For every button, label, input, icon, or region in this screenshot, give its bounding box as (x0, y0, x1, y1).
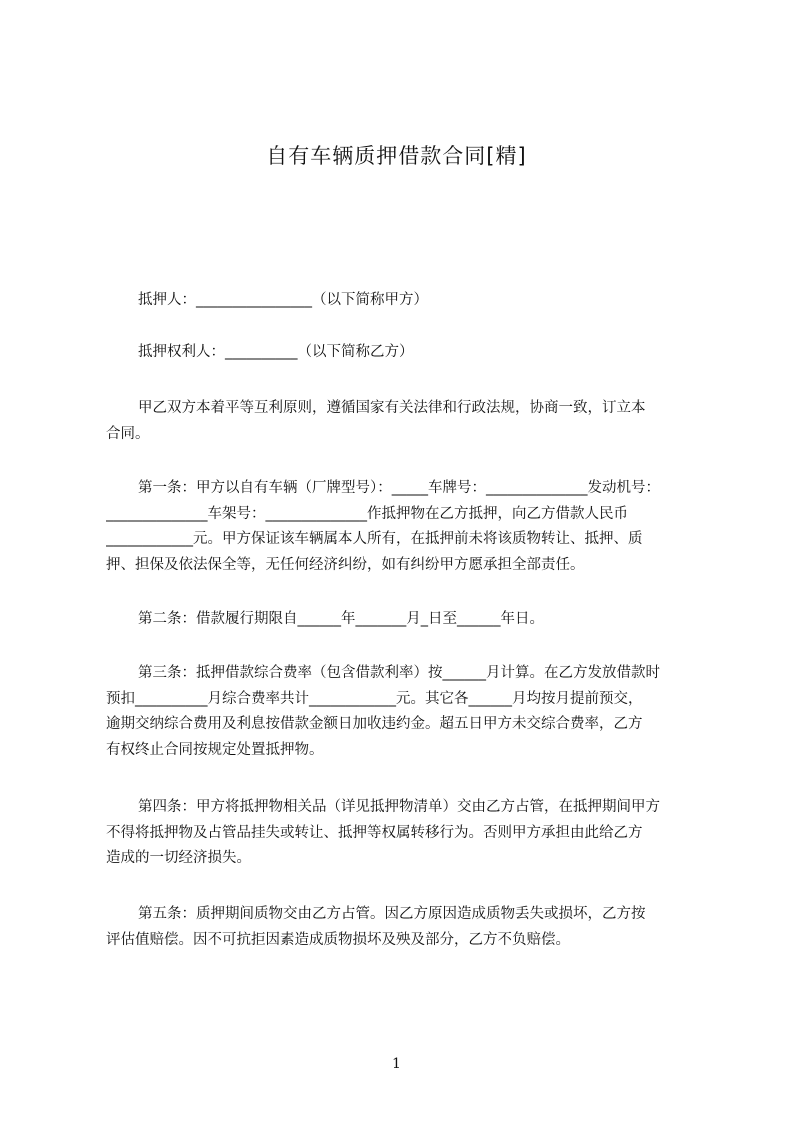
paragraph-line: 评估值赔偿。因不可抗拒因素造成质物损坏及殃及部分，乙方不负赔偿。 (106, 931, 570, 948)
paragraph-line: 合同。 (106, 425, 150, 442)
paragraph-line: 第三条：抵押借款综合费率（包含借款利率）按______月计算。在乙方发放借款时 (138, 665, 660, 681)
article-5 (106, 902, 700, 953)
paragraph-mortgagee (106, 340, 700, 366)
paragraph-line: 预扣__________月综合费率共计____________元。其它各______月均按月提前预交， (106, 690, 643, 707)
paragraph-mortgagor (106, 288, 700, 314)
paragraph-preamble (106, 396, 700, 447)
paragraph-line: 有权终止合同按规定处置抵押物。 (106, 741, 324, 758)
paragraph-line: 抵押权利人：__________（以下简称乙方） (138, 344, 414, 360)
paragraph-line: 第二条：借款履行期限自______年_______月_日至______年日。 (138, 611, 544, 627)
article-1 (106, 476, 700, 578)
paragraph-line: ____________元。甲方保证该车辆属本人所有，在抵押前未将该质物转让、抵押、质 (106, 531, 643, 547)
paragraph-line: 第四条：甲方将抵押物相关品（详见抵押物清单）交由乙方占管，在抵押期间甲方 (138, 799, 660, 815)
paragraph-line: 第一条：甲方以自有车辆（厂牌型号）：_____车牌号：______________发动机号： (138, 480, 660, 496)
article-2 (106, 607, 700, 633)
paragraph-line: 逾期交纳综合费用及利息按借款金额日加收违约金。超五日甲方未交综合费率，乙方 (106, 716, 643, 732)
paragraph-line: ______________车架号：______________作抵押物在乙方抵押，向乙方借款人民币 (106, 505, 628, 522)
paragraph-line: 第五条：质押期间质物交由乙方占管。因乙方原因造成质物丢失或损坏，乙方按 (138, 906, 646, 922)
paragraph-line: 造成的一切经济损失。 (106, 850, 251, 866)
article-4 (106, 795, 700, 872)
paragraph-line: 不得将抵押物及占管品挂失或转让、抵押等权属转移行为。否则甲方承担由此给乙方 (106, 824, 643, 841)
paragraph-line: 抵押人：________________（以下简称甲方） (138, 292, 428, 308)
document-title: 自有车辆质押借款合同[精] (266, 144, 527, 168)
paragraph-line: 押、担保及依法保全等，无任何经济纠纷，如有纠纷甲方愿承担全部责任。 (106, 556, 585, 573)
article-3 (106, 661, 700, 763)
page-number: 1 (392, 1056, 401, 1072)
paragraph-line: 甲乙双方本着平等互利原则，遵循国家有关法律和行政法规，协商一致，订立本 (138, 400, 646, 416)
